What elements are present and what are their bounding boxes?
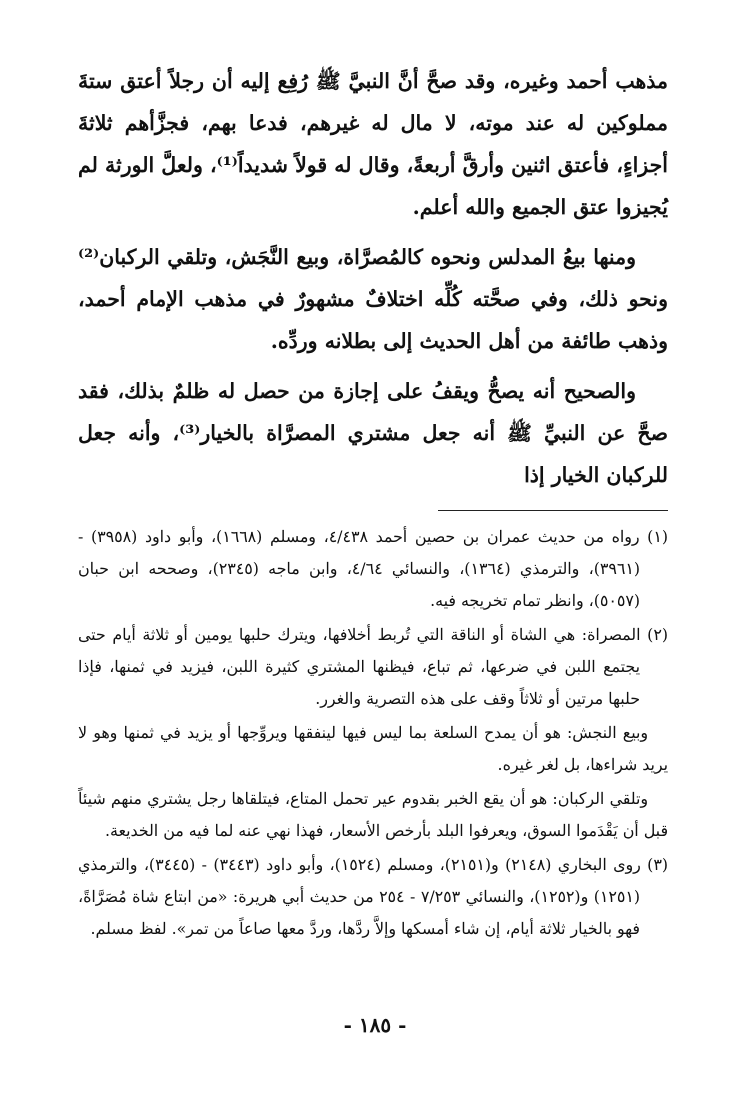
footnote-divider — [438, 510, 668, 511]
footnote-2-rukban: وتلقي الركبان: هو أن يقع الخبر بقدوم عير تحمل المتاع، فيتلقاها رجل يشتري منهم شيئاً قبل أن يَقْدَموا السوق، ويعرفوا البلد بأرخص الأسعار، فهذا نهي عنه لما فيه من الخديعة. — [78, 789, 668, 840]
paragraph-3: والصحيح أنه يصحُّ ويقفُ على إجازة من حصل له ظلمٌ بذلك، فقد صحَّ عن النبيِّ ﷺ أنه جعل مشتري المصرَّاة بالخيار⁽³⁾، وأنه جعل للركبان الخيار إذا — [78, 379, 669, 487]
footnote-1: (١) رواه من حديث عمران بن حصين أحمد ٤/٤٣٨، ومسلم (١٦٦٨)، وأبو داود (٣٩٥٨) - (٣٩٦١)، والترمذي (١٣٦٤)، والنسائي ٤/٦٤، وابن ماجه (٢٣٤٥)، وصححه ابن حبان (٥٠٥٧)، وانظر تمام تخريجه فيه. — [78, 527, 668, 610]
footnote-2: (٢) المصراة: هي الشاة أو الناقة التي تُربط أخلافها، ويترك حلبها يومين أو ثلاثة أيام حتى يجتمع اللبن في ضرعها، ثم تباع، فيظنها المشتري كثيرة اللبن، فيزيد في ثمنها، فإذا حلبها مرتين أو ثلاثاً وقف على هذه التصرية والغرر. — [78, 625, 668, 708]
footnote-3: (٣) روى البخاري (٢١٤٨) و(٢١٥١)، ومسلم (١٥٢٤)، وأبو داود (٣٤٤٣) - (٣٤٤٥)، والترمذي (١٢٥١) و(١٢٥٢)، والنسائي ٧/٢٥٣ - ٢٥٤ من حديث أبي هريرة: «من ابتاع شاة مُصَرَّاةً، فهو بالخيار ثلاثة أيام، إن شاء أمسكها وإلاَّ ردَّها، وردَّ معها صاعاً من تمر». لفظ مسلم. — [78, 855, 669, 938]
page-number: - ١٨٥ - — [343, 1013, 407, 1037]
main-text — [78, 60, 668, 496]
footnote-2-najash: وبيع النجش: هو أن يمدح السلعة بما ليس فيها لينفقها ويروِّجها أو يزيد في ثمنها وهو لا يريد شراءها، بل لغر غيره. — [78, 723, 668, 774]
footnotes — [78, 521, 668, 945]
paragraph-1: مذهب أحمد وغيره، وقد صحَّ أنَّ النبيَّ ﷺ رُفِع إليه أن رجلاً أعتق ستةَ مملوكين له عند موته، لا مال له غيرهم، فدعا بهم، فجزَّأهم ثلاثةَ أجزاءٍ، فأعتق اثنين وأرقَّ أربعةً، وقال له قولاً شديداً⁽¹⁾، ولعلَّ الورثة لم يُجيزوا عتق الجميع والله أعلم. — [78, 69, 668, 219]
paragraph-2: ومنها بيعُ المدلس ونحوه كالمُصرَّاة، وبيع النَّجَش، وتلقي الركبان⁽²⁾ ونحو ذلك، وفي صحَّته كُلِّه اختلافٌ مشهورٌ في مذهب الإمام أحمد، وذهب طائفة من أهل الحديث إلى بطلانه وردِّه. — [78, 245, 668, 353]
